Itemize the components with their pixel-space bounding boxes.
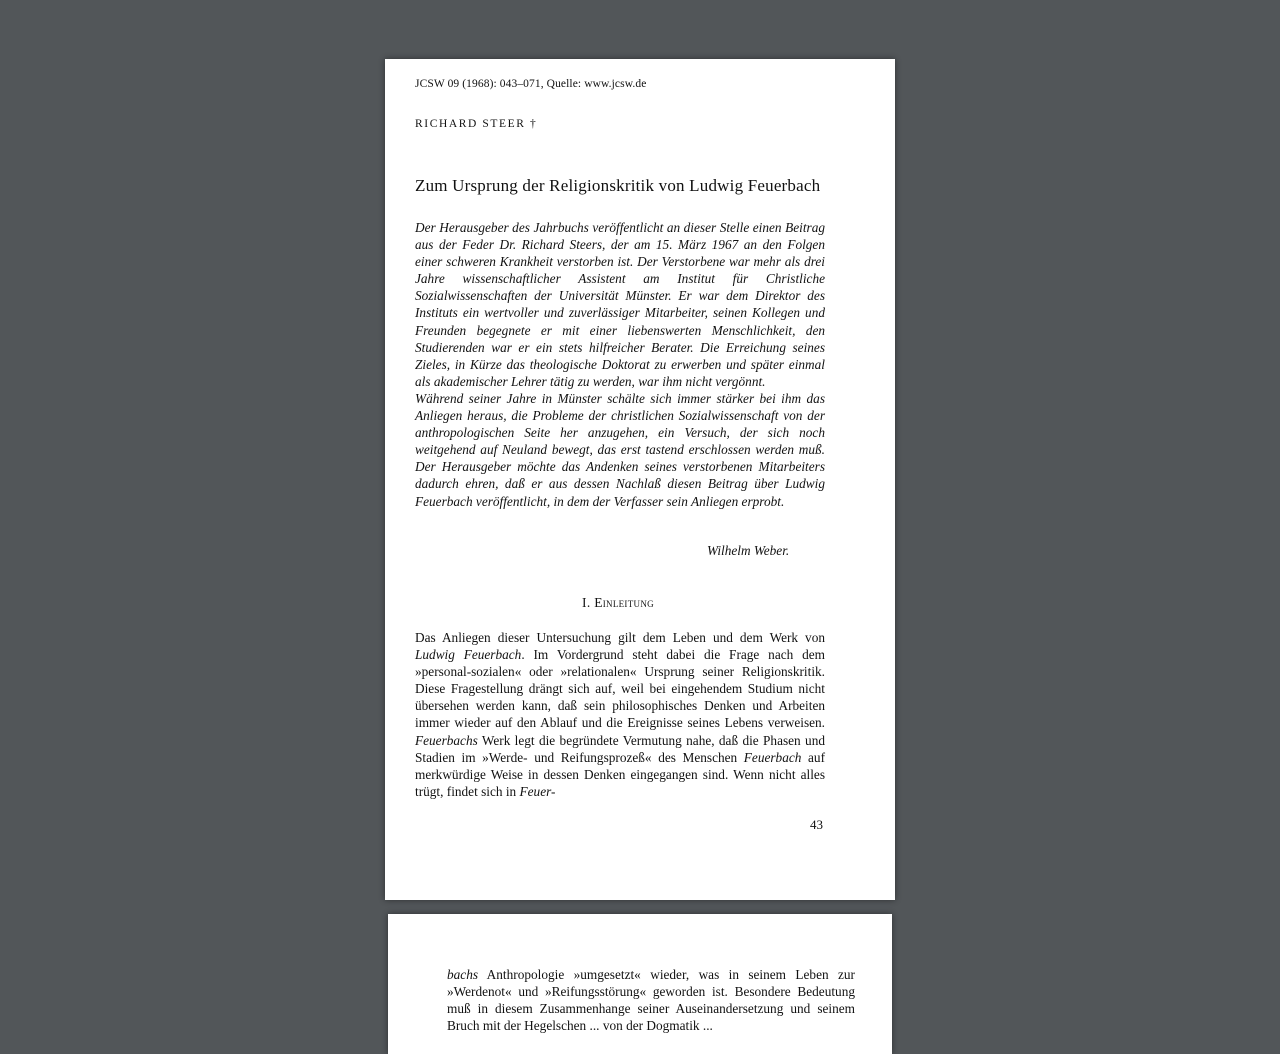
citation-line: JCSW 09 (1968): 043–071, Quelle: www.jcsw.de xyxy=(415,78,647,90)
article-title: Zum Ursprung der Religionskritik von Ludwig Feuerbach xyxy=(415,176,821,195)
text-run-italic: Ludwig Feuerbach xyxy=(415,647,522,663)
pdf-page-1 xyxy=(385,59,895,900)
text-run: auf merkwürdige Weise in dessen Denken eingegangen sind. Wenn nicht alles trügt, findet sich in xyxy=(415,749,825,799)
text-run: Werk legt die begründete Vermutung nahe, daß die Phasen und Stadien im »Werde- und Reifungsprozeß« des Menschen xyxy=(415,732,825,765)
text-run: Anthropologie »umgesetzt« wieder, was in seinem Leben zur »Werdenot« und »Reifungsstörung« geworden ist. Besondere Bedeutung muß in diesem Zusammenhange seiner Auseinandersetzung und seinem Bruch mit der Hegelschen ... von der Dogmatik ... xyxy=(447,967,855,1034)
text-run: Das Anliegen dieser Untersuchung gilt dem Leben und dem Werk von xyxy=(415,630,825,645)
body-paragraph xyxy=(415,629,825,800)
editor-signature: Wilhelm Weber. xyxy=(707,543,790,558)
body-paragraph xyxy=(447,966,855,1034)
pdf-page-2 xyxy=(388,914,892,1054)
intro-paragraph: Der Herausgeber des Jahrbuchs veröffentlicht an dieser Stelle einen Beitrag aus der Feder Dr. Richard Steers, der am 15. März 1967 an den Folgen einer schweren Krankheit verstorben ist. Der Verstorbene war mehr als drei Jahre wissenschaftlicher Assistent am Institut für Christliche Sozialwissenschaften der Universität Münster. Er war dem Direktor des Instituts ein wertvoller und zuverlässiger Mitarbeiter, seinen Kollegen und Freunden begegnete er mit einer liebenswerten Menschlichkeit, den Studierenden war er ein stets hilfreicher Berater. Die Erreichung seines Zieles, in Kürze das theologische Doktorat zu erwerben und später einmal als akademischer Lehrer tätig zu werden, war ihm nicht vergönnt. xyxy=(415,220,825,389)
editor-introduction xyxy=(415,219,825,510)
section-heading: I. Einleitung xyxy=(582,595,654,610)
intro-paragraph: Während seiner Jahre in Münster schälte sich immer stärker bei ihm das Anliegen heraus, die Probleme der christlichen Sozialwissenschaft von der anthropologischen Seite her anzugehen, ein Versuch, der sich noch weitgehend auf Neuland bewegt, das erst tastend erschlossen werden muß. Der Herausgeber möchte das Andenken seines verstorbenen Mitarbeiters dadurch ehren, daß er aus dessen Nachlaß diesen Beitrag über Ludwig Feuerbach veröffentlicht, in dem der Verfasser sein Anliegen erprobt. xyxy=(415,390,825,509)
text-run-italic: Feuerbach xyxy=(743,749,802,765)
text-run-italic: bachs xyxy=(447,967,479,982)
text-run: . Im Vordergrund steht dabei die Frage nach dem »personal-sozialen« oder »relationalen« Ursprung seiner Religionskritik. Diese Fragestellung drängt sich auf, weil bei eingehendem Studium nicht übersehen werden kann, daß sein philosophisches Denken und Arbeiten immer wieder auf den Ablauf und die Ereignisse seines Lebens verweisen. xyxy=(415,647,825,731)
page-number: 43 xyxy=(810,817,823,832)
text-run-italic: Feuerbachs xyxy=(415,732,478,748)
text-run-italic: Feuer- xyxy=(519,783,556,799)
author-name: RICHARD STEER † xyxy=(415,118,538,130)
